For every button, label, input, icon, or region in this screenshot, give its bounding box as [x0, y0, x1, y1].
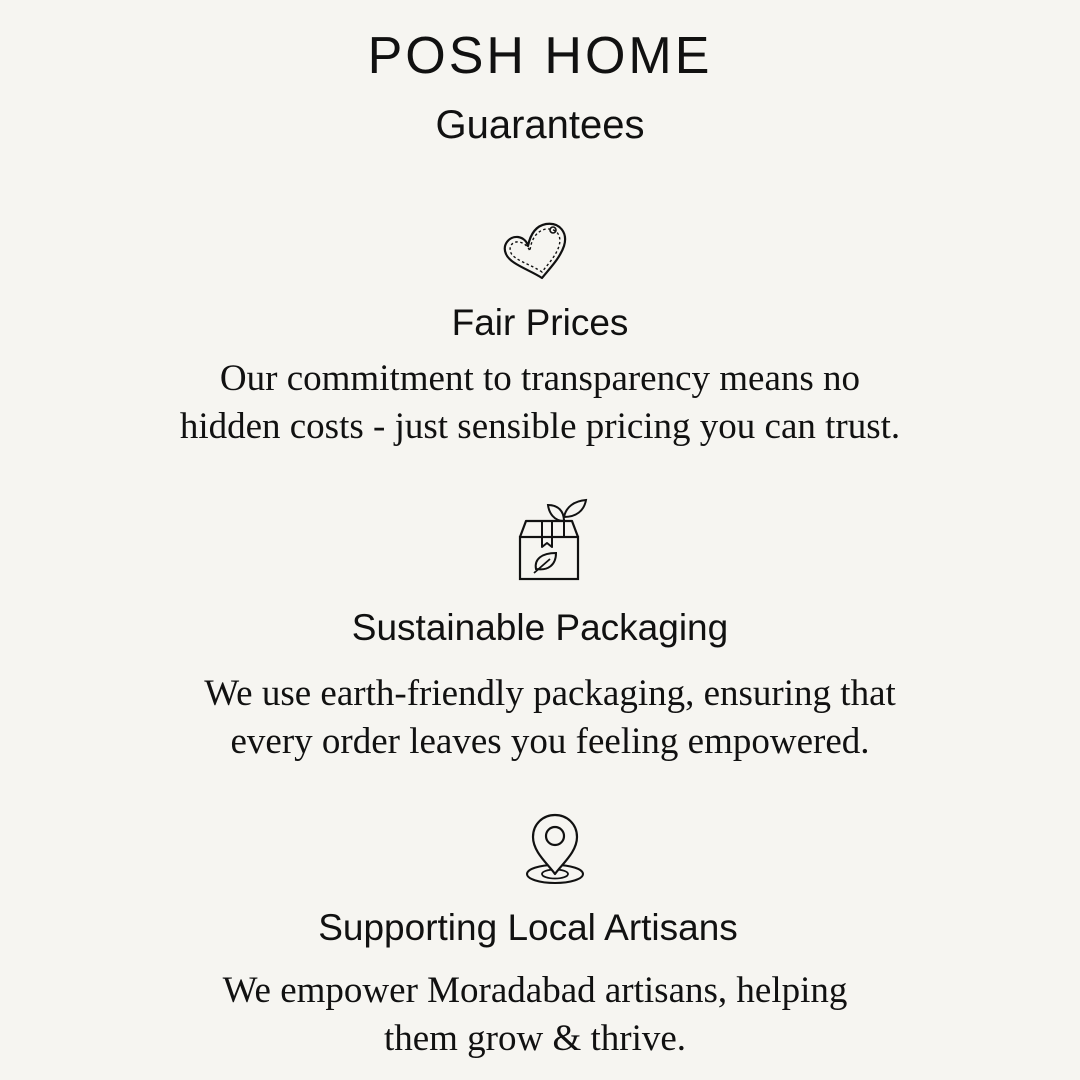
description-line: every order leaves you feeling empowered.: [230, 721, 870, 762]
fair-prices-description: [100, 355, 980, 451]
eco-box-icon: [514, 497, 594, 583]
description-line: them grow & thrive.: [383, 1018, 687, 1059]
heart-tag-icon: [500, 218, 572, 284]
description-line: We use earth-friendly packaging, ensuring that: [204, 673, 896, 714]
local-artisans-description: [95, 967, 975, 1063]
description-line: We empower Moradabad artisans, helping: [222, 970, 848, 1011]
fair-prices-title: Fair Prices: [451, 302, 629, 343]
sustainable-packaging-description: [110, 670, 990, 766]
description-line: hidden costs - just sensible pricing you can trust.: [179, 406, 901, 447]
brand-title: POSH HOME: [367, 27, 713, 85]
sustainable-packaging-title: Sustainable Packaging: [351, 607, 729, 648]
page-subtitle: Guarantees: [435, 103, 645, 147]
description-line: Our commitment to transparency means no: [219, 358, 861, 399]
local-artisans-title: Supporting Local Artisans: [318, 907, 738, 948]
location-pin-icon: [522, 812, 588, 886]
